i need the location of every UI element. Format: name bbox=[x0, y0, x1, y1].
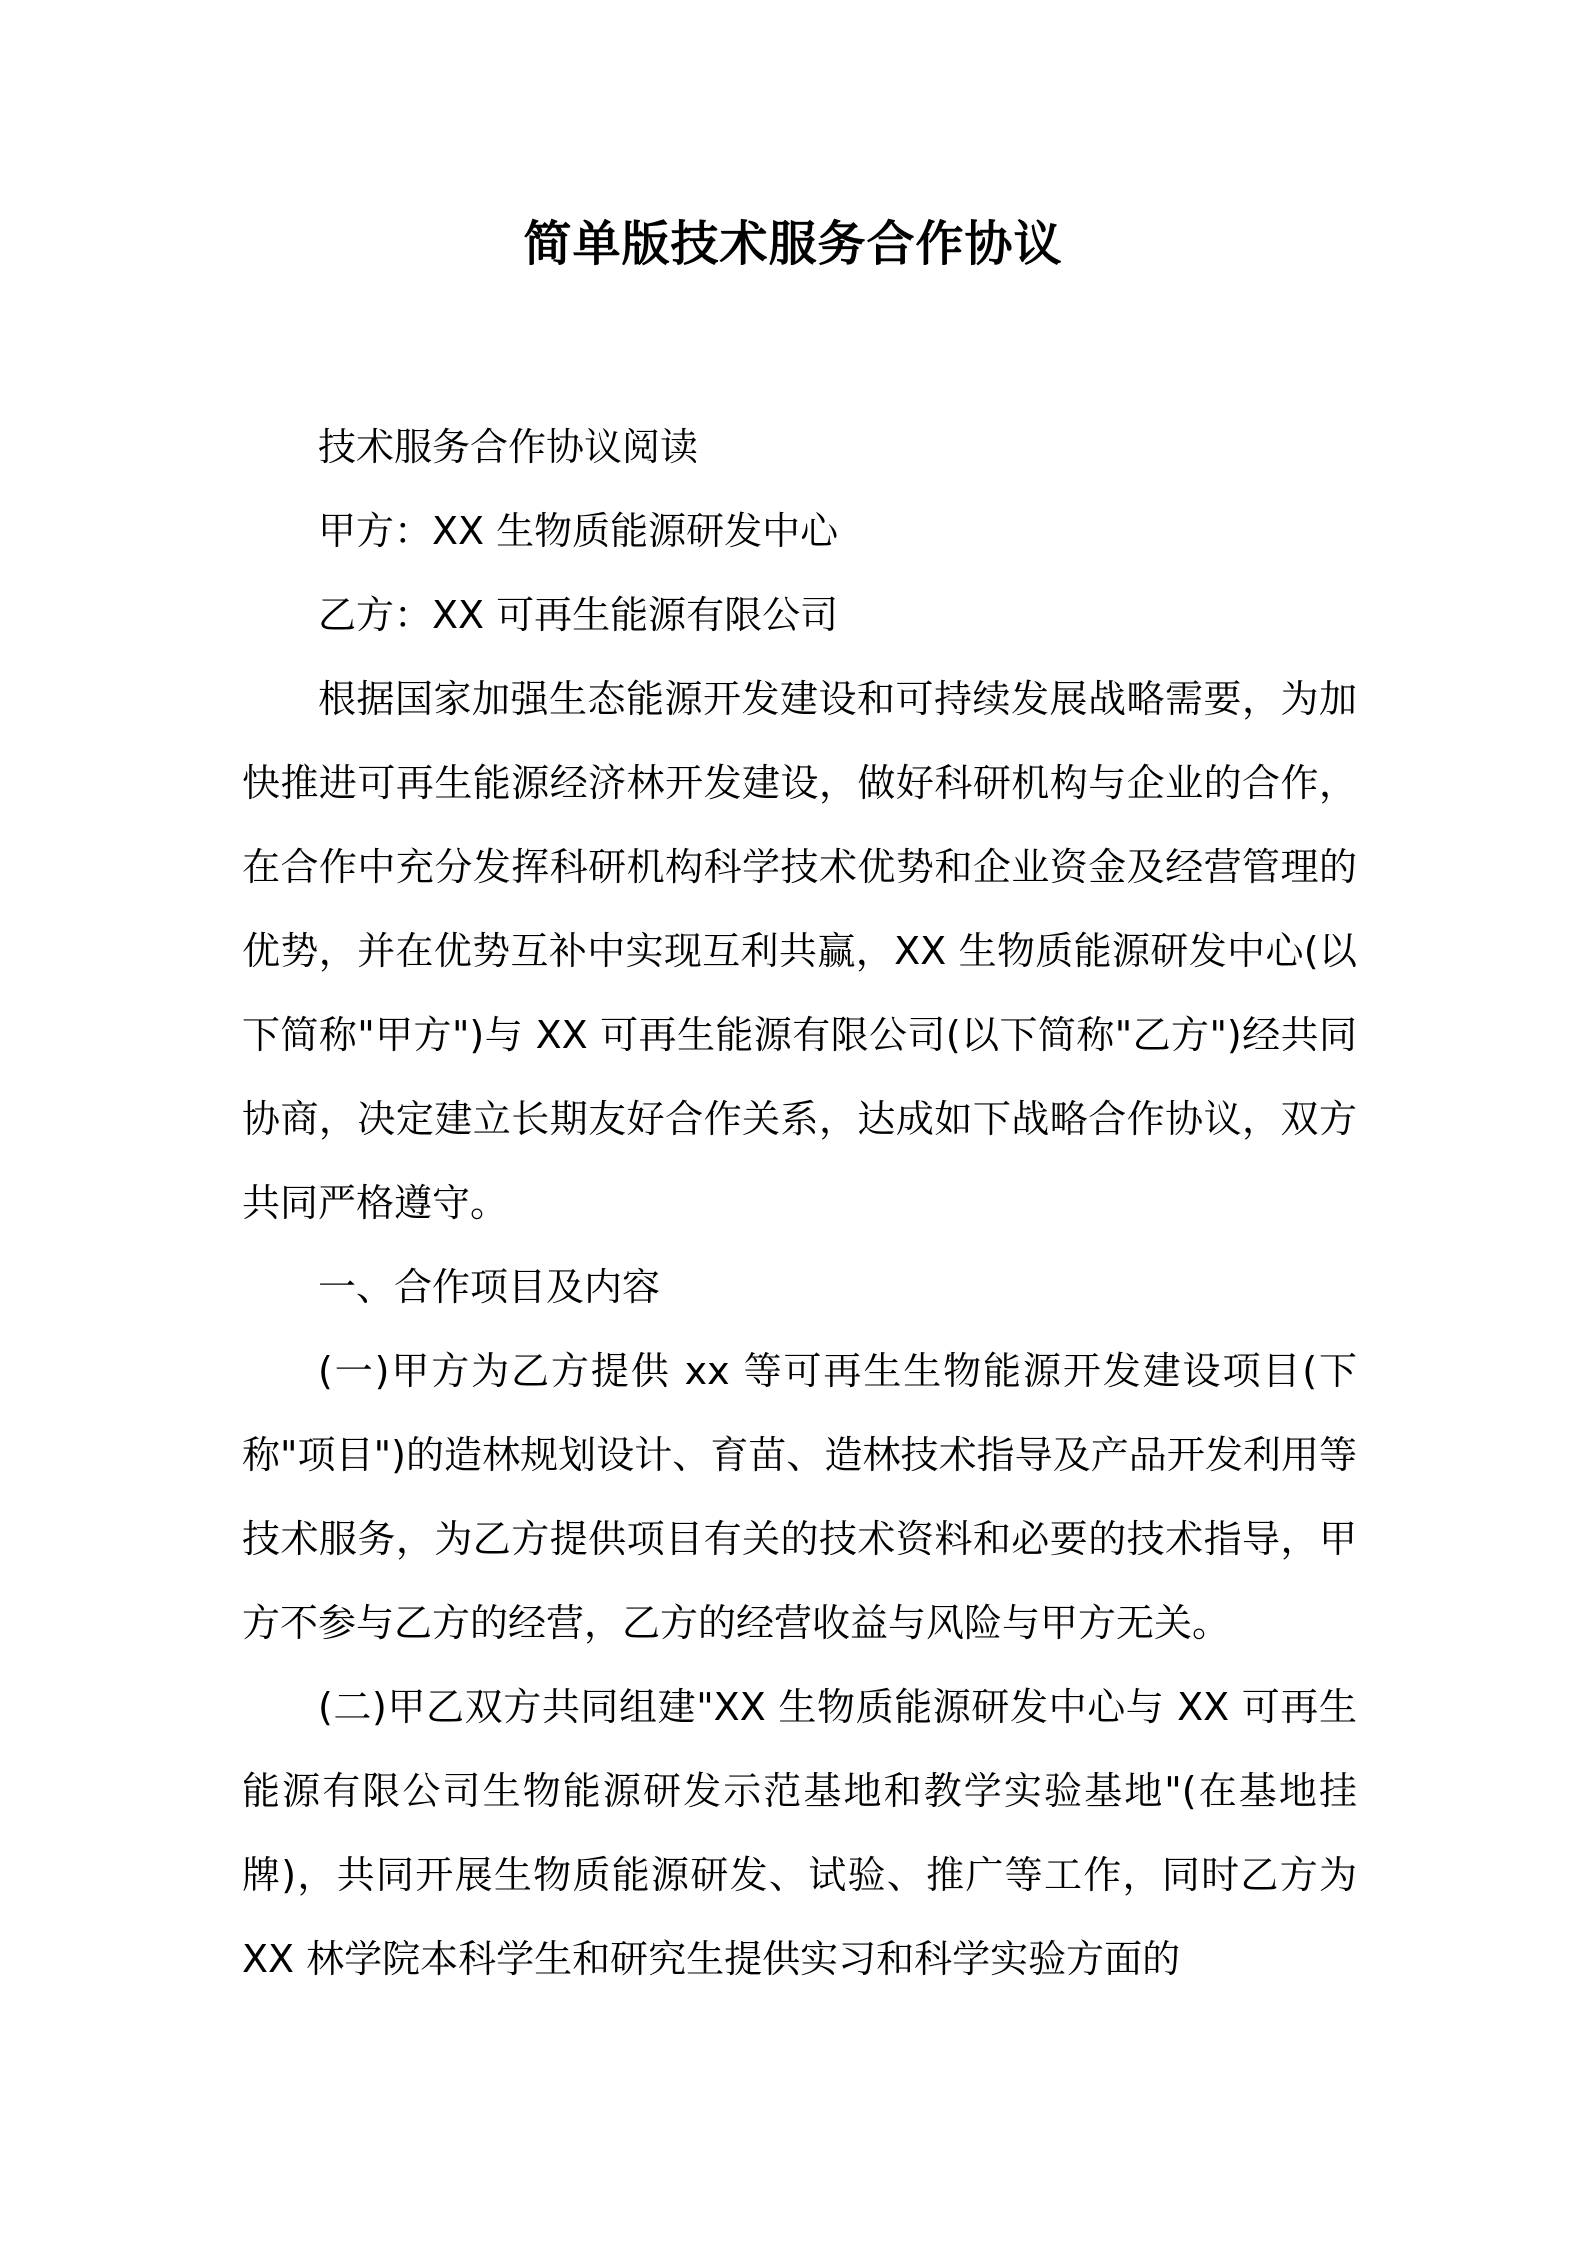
party-a-paragraph: 甲方：XX 生物质能源研发中心 bbox=[318, 509, 839, 553]
clause-paragraph: (二)甲乙双方共同组建"XX 生物质能源研发中心与 XX 可再生能源有限公司生物能源研发示范基地和教学实验基地"(在基地挂牌)，共同开展生物质能源研发、试验、推广等工作，同时乙方为 XX 林学院本科学生和研究生提供实习和科学实验方面的 bbox=[242, 1685, 1357, 1981]
clause-paragraph: (一)甲方为乙方提供 xx 等可再生生物能源开发建设项目(下称"项目")的造林规划设计、育苗、造林技术指导及产品开发利用等技术服务，为乙方提供项目有关的技术资料和必要的技术指导，甲方不参与乙方的经营，乙方的经营收益与风险与甲方无关。 bbox=[242, 1349, 1357, 1645]
party-b-paragraph: 乙方：XX 可再生能源有限公司 bbox=[318, 593, 839, 637]
section-heading: 一、合作项目及内容 bbox=[318, 1265, 661, 1309]
document-title: 简单版技术服务合作协议 bbox=[523, 216, 1063, 272]
document-body bbox=[242, 405, 1357, 2001]
subtitle-paragraph: 技术服务合作协议阅读 bbox=[318, 425, 699, 469]
preamble-paragraph: 根据国家加强生态能源开发建设和可持续发展战略需要，为加快推进可再生能源经济林开发建设，做好科研机构与企业的合作，在合作中充分发挥科研机构科学技术优势和企业资金及经营管理的优势，并在优势互补中实现互利共赢，XX 生物质能源研发中心(以下简称"甲方")与 XX 可再生能源有限公司(以下简称"乙方")经共同协商，决定建立长期友好合作关系，达成如下战略合作协议，双方共同严格遵守。 bbox=[242, 677, 1357, 1225]
